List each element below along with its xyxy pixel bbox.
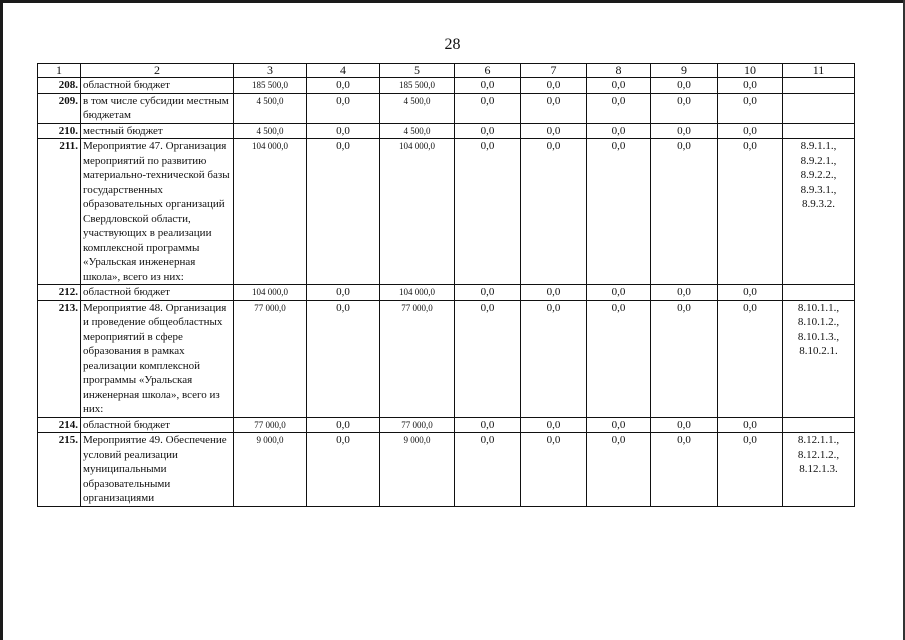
value-cell: 0,0: [587, 433, 651, 507]
row-name: Мероприятие 49. Обеспечение условий реализации муниципальными образовательными организациями: [81, 433, 234, 507]
target-indicators: [783, 285, 855, 301]
budget-table: [37, 63, 855, 507]
value-cell: 0,0: [455, 123, 521, 139]
value-cell: 0,0: [718, 433, 783, 507]
table-row: [38, 433, 855, 507]
header-cell: 10: [718, 64, 783, 78]
target-indicators: 8.12.1.1., 8.12.1.2., 8.12.1.3.: [783, 433, 855, 507]
header-cell: 7: [521, 64, 587, 78]
value-cell: 77 000,0: [380, 300, 455, 417]
value-cell: 0,0: [307, 123, 380, 139]
value-cell: 0,0: [651, 139, 718, 285]
value-cell: 0,0: [718, 417, 783, 433]
value-cell: 0,0: [521, 285, 587, 301]
table-row: [38, 300, 855, 417]
value-cell: 9 000,0: [234, 433, 307, 507]
table-row: [38, 93, 855, 123]
value-cell: 0,0: [521, 123, 587, 139]
value-cell: 9 000,0: [380, 433, 455, 507]
value-cell: 0,0: [718, 285, 783, 301]
target-indicators: 8.10.1.1., 8.10.1.2., 8.10.1.3., 8.10.2.1.: [783, 300, 855, 417]
value-cell: 185 500,0: [380, 78, 455, 94]
value-cell: 0,0: [455, 93, 521, 123]
value-cell: 77 000,0: [380, 417, 455, 433]
value-cell: 0,0: [651, 433, 718, 507]
value-cell: 0,0: [307, 300, 380, 417]
value-cell: 0,0: [587, 285, 651, 301]
value-cell: 0,0: [307, 433, 380, 507]
value-cell: 77 000,0: [234, 417, 307, 433]
row-name: местный бюджет: [81, 123, 234, 139]
value-cell: 104 000,0: [380, 139, 455, 285]
header-cell: 1: [38, 64, 81, 78]
scan-border-top: [0, 0, 905, 3]
value-cell: 0,0: [521, 78, 587, 94]
scan-border-left: [0, 0, 3, 640]
value-cell: 0,0: [521, 300, 587, 417]
target-indicators: [783, 93, 855, 123]
table-row: [38, 123, 855, 139]
target-indicators: 8.9.1.1., 8.9.2.1., 8.9.2.2., 8.9.3.1., 8.9.3.2.: [783, 139, 855, 285]
row-number: 215.: [38, 433, 81, 507]
value-cell: 0,0: [455, 300, 521, 417]
value-cell: 0,0: [587, 300, 651, 417]
table-row: [38, 139, 855, 285]
row-number: 209.: [38, 93, 81, 123]
value-cell: 0,0: [307, 78, 380, 94]
value-cell: 0,0: [651, 417, 718, 433]
table-row: [38, 417, 855, 433]
row-name: областной бюджет: [81, 285, 234, 301]
value-cell: 0,0: [307, 139, 380, 285]
value-cell: 0,0: [521, 139, 587, 285]
value-cell: 77 000,0: [234, 300, 307, 417]
value-cell: 0,0: [455, 417, 521, 433]
value-cell: 0,0: [455, 78, 521, 94]
value-cell: 0,0: [307, 285, 380, 301]
header-cell: 11: [783, 64, 855, 78]
value-cell: 0,0: [587, 417, 651, 433]
row-number: 208.: [38, 78, 81, 94]
value-cell: 0,0: [718, 93, 783, 123]
header-cell: 4: [307, 64, 380, 78]
target-indicators: [783, 417, 855, 433]
value-cell: 0,0: [455, 433, 521, 507]
page-number: 28: [444, 36, 461, 53]
value-cell: 0,0: [587, 78, 651, 94]
value-cell: 0,0: [651, 300, 718, 417]
table-row: [38, 78, 855, 94]
row-name: Мероприятие 48. Организация и проведение общеобластных мероприятий в сфере образования в рамках реализации комплексной программы «Уральская инженерная школа», всего из них:: [81, 300, 234, 417]
value-cell: 4 500,0: [380, 93, 455, 123]
table-body: [38, 64, 855, 507]
row-number: 214.: [38, 417, 81, 433]
value-cell: 0,0: [651, 78, 718, 94]
value-cell: 0,0: [651, 285, 718, 301]
table-row: [38, 285, 855, 301]
value-cell: 0,0: [521, 93, 587, 123]
value-cell: 0,0: [587, 123, 651, 139]
row-name: областной бюджет: [81, 417, 234, 433]
value-cell: 0,0: [521, 417, 587, 433]
value-cell: 4 500,0: [380, 123, 455, 139]
header-cell: 5: [380, 64, 455, 78]
value-cell: 0,0: [651, 93, 718, 123]
value-cell: 0,0: [455, 285, 521, 301]
row-number: 213.: [38, 300, 81, 417]
header-cell: 3: [234, 64, 307, 78]
value-cell: 0,0: [718, 139, 783, 285]
value-cell: 0,0: [307, 93, 380, 123]
row-name: Мероприятие 47. Организация мероприятий по развитию материально-технической базы государственных образовательных организаций Свердловской области, участвующих в реализации комплексной программы «Уральская инженерная школа», всего из них:: [81, 139, 234, 285]
row-number: 211.: [38, 139, 81, 285]
value-cell: 0,0: [587, 139, 651, 285]
row-number: 210.: [38, 123, 81, 139]
row-number: 212.: [38, 285, 81, 301]
row-name: в том числе субсидии местным бюджетам: [81, 93, 234, 123]
value-cell: 4 500,0: [234, 123, 307, 139]
value-cell: 0,0: [587, 93, 651, 123]
target-indicators: [783, 123, 855, 139]
value-cell: 104 000,0: [234, 285, 307, 301]
value-cell: 0,0: [521, 433, 587, 507]
target-indicators: [783, 78, 855, 94]
header-cell: 2: [81, 64, 234, 78]
table-header-row: [38, 64, 855, 78]
value-cell: 0,0: [718, 123, 783, 139]
value-cell: 0,0: [651, 123, 718, 139]
header-cell: 6: [455, 64, 521, 78]
value-cell: 185 500,0: [234, 78, 307, 94]
value-cell: 0,0: [718, 78, 783, 94]
header-cell: 8: [587, 64, 651, 78]
row-name: областной бюджет: [81, 78, 234, 94]
value-cell: 0,0: [455, 139, 521, 285]
value-cell: 4 500,0: [234, 93, 307, 123]
value-cell: 0,0: [307, 417, 380, 433]
value-cell: 0,0: [718, 300, 783, 417]
value-cell: 104 000,0: [234, 139, 307, 285]
header-cell: 9: [651, 64, 718, 78]
value-cell: 104 000,0: [380, 285, 455, 301]
